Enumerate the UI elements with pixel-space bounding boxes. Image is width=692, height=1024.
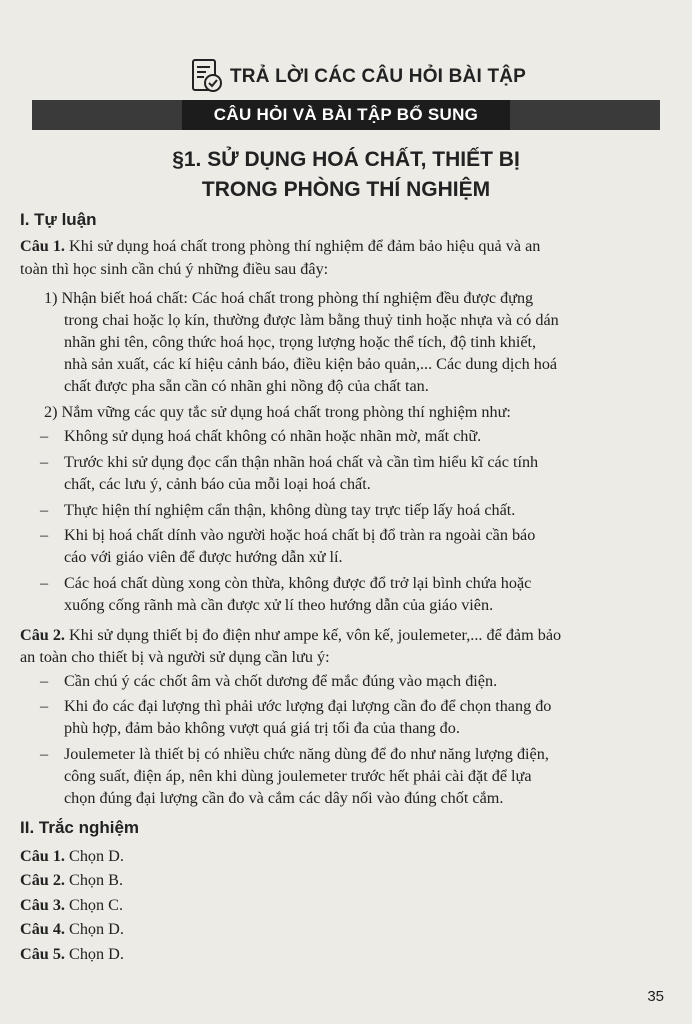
q1-rule-3: – Thực hiện thí nghiệm cẩn thận, không dùng tay trực tiếp lấy hoá chất.	[40, 501, 516, 519]
q1-rule-2: – Trước khi sử dụng đọc cẩn thận nhãn hoá chất và cần tìm hiểu kĩ các tính chất, các lưu ý, cảnh báo của mỗi loại hoá chất.	[40, 453, 539, 493]
q2-note-1: – Cần chú ý các chốt âm và chốt dương để mắc đúng vào mạch điện.	[40, 672, 498, 690]
q2-intro-line2: an toàn cho thiết bị và người sử dụng cần lưu ý:	[20, 648, 330, 666]
q1-item2: 2) Nắm vững các quy tắc sử dụng hoá chất trong phòng thí nghiệm như:	[44, 403, 511, 421]
q2-intro	[20, 624, 680, 646]
q1-item1-line2: trong chai hoặc lọ kín, thường được làm bằng thuỷ tinh hoặc nhựa và có dán	[64, 311, 559, 329]
chapter-header-title: TRẢ LỜI CÁC CÂU HỎI BÀI TẬP	[230, 66, 527, 87]
q1-item1-line4: nhà sản xuất, các kí hiệu cảnh báo, điều kiện bảo quản,... Các dung dịch hoá	[64, 355, 558, 373]
section-title-line2: TRONG PHÒNG THÍ NGHIỆM	[201, 178, 491, 201]
q1-label: Câu 1.	[20, 237, 65, 255]
q2-note-2: – Khi đo các đại lượng thì phải ước lượng đại lượng cần đo để chọn thang đo phù hợp, đảm bảo không vượt quá giá trị tối đa của thang đo.	[40, 697, 552, 737]
subtitle-banner-text: CÂU HỎI VÀ BÀI TẬP BỔ SUNG	[213, 105, 479, 124]
part2-heading: II. Trắc nghiệm	[20, 818, 140, 837]
subtitle-banner	[32, 100, 660, 130]
q1-item1-line5: chất được pha sẵn cần có nhãn ghi nồng độ của chất tan.	[64, 377, 429, 395]
section-title-line1: §1. SỬ DỤNG HOÁ CHẤT, THIẾT BỊ	[172, 148, 520, 171]
q1-rule-4: – Khi bị hoá chất dính vào người hoặc hoá chất bị đổ tràn ra ngoài cần báo cáo với giáo viên để được hướng dẫn xử lí.	[40, 526, 536, 566]
q1-intro	[20, 235, 680, 257]
q1-item1-line3: nhãn ghi tên, công thức hoá học, trọng lượng hoặc thể tích, độ tinh khiết,	[64, 333, 537, 351]
part1-heading: I. Tự luận	[20, 210, 97, 229]
mc-answer-2: Câu 2. Chọn B.	[20, 871, 124, 889]
mc-answer-3: Câu 3. Chọn C.	[20, 896, 124, 914]
q1-item1-line1: 1) Nhận biết hoá chất: Các hoá chất trong phòng thí nghiệm đều được đựng	[44, 289, 534, 307]
q2-note-3: – Joulemeter là thiết bị có nhiều chức năng dùng để đo như năng lượng điện, công suất, điện áp, nên khi dùng joulemeter trước hết phải cài đặt để lựa chọn đúng đại lượng cần đo và cắm các dây nối vào đúng chốt cắm.	[40, 745, 549, 807]
mc-answer-5: Câu 5. Chọn D.	[20, 945, 124, 963]
chapter-header	[190, 58, 526, 96]
q1-rule-1: – Không sử dụng hoá chất không có nhãn hoặc nhãn mờ, mất chữ.	[40, 427, 482, 445]
mc-answer-1: Câu 1. Chọn D.	[20, 847, 124, 865]
q2-label: Câu 2.	[20, 626, 65, 644]
q1-rule-5: – Các hoá chất dùng xong còn thừa, không được đổ trở lại bình chứa hoặc xuống cống rãnh mà cần được xử lí theo hướng dẫn của giáo viên.	[40, 574, 532, 614]
page-number: 35	[647, 988, 664, 1005]
q2-intro-line1: Khi sử dụng thiết bị đo điện như ampe kế, vôn kế, joulemeter,... để đảm bảo	[64, 626, 562, 644]
mc-answer-4: Câu 4. Chọn D.	[20, 920, 124, 938]
q1-intro-line2: toàn thì học sinh cần chú ý những điều sau đây:	[20, 260, 329, 278]
q1-intro-line1: Khi sử dụng hoá chất trong phòng thí nghiệm để đảm bảo hiệu quả và an	[64, 237, 541, 255]
document-check-icon	[190, 58, 224, 96]
